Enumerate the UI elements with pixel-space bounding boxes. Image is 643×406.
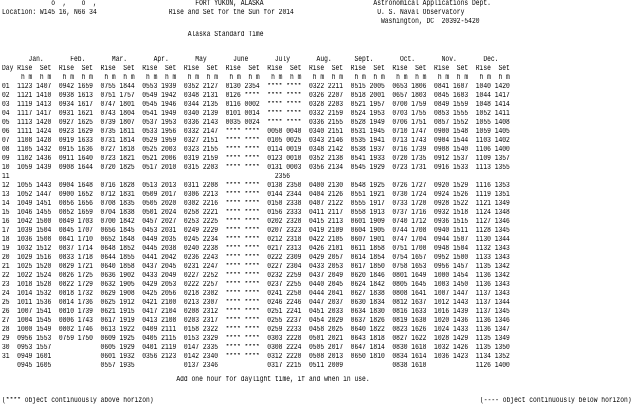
daylight-time-note: Add one hour for daylight time, if and when in use. — [2, 376, 370, 384]
table-row: 14 1049 1451 0856 1656 0708 1835 0505 2020 0302 2216 **** **** 0150 2338 0407 2122 0555 1917 0733 1720 0928 1522 1121 1349 — [2, 200, 510, 208]
table-row: 12 1055 1443 0904 1648 0716 1828 0513 2013 0311 2208 **** **** 0138 2350 0400 2130 0548 1925 0726 1727 0920 1529 1116 1353 — [2, 182, 510, 190]
table-row: 07 1108 1428 0919 1633 0731 1814 0529 1959 0327 2151 **** **** 0105 0025 0343 2146 0535 1941 0713 1743 0904 1544 1103 1402 — [2, 137, 510, 145]
table-row: 17 1039 1504 0845 1707 0656 1845 0453 2031 0249 2229 **** **** 0207 2323 0419 2109 0604 1905 0744 1708 0940 1511 1128 1345 — [2, 227, 510, 235]
header-coordinate-marks: o , o , FORT YUKON, ALASKA Astronomical Applications Dept. — [2, 0, 491, 8]
table-row: 10 1059 1439 0908 1644 0720 1825 0517 2010 0315 2203 **** **** 0131 0003 0356 2134 0545 1929 0723 1731 0916 1533 1113 1355 — [2, 164, 510, 172]
table-row: 15 1046 1455 0852 1659 0704 1838 0501 2024 0258 2221 **** **** 0156 2333 0411 2117 0558 1913 0737 1716 0932 1518 1124 1348 — [2, 209, 510, 217]
table-row: 24 1014 1532 0818 1732 0629 1908 0425 2056 0218 2302 **** **** 0241 2250 0444 2041 0627 1838 0808 1641 1007 1447 1137 1343 — [2, 290, 510, 298]
table-row: 16 1042 1500 0849 1703 0700 1842 0457 2027 0253 2225 **** **** 0202 2328 0415 2113 0601 1909 0740 1712 0936 1515 1127 1346 — [2, 218, 510, 226]
table-row: 08 1105 1432 0915 1636 0727 1818 0525 2003 0323 2155 **** **** 0114 0019 0348 2142 0538 1937 0716 1739 0908 1540 1106 1400 — [2, 146, 510, 154]
table-row: 03 1119 1413 0934 1617 0747 1801 0545 1946 0344 2135 0116 0002 **** **** 0328 2203 0521 1957 0700 1759 0849 1559 1048 1414 — [2, 101, 510, 109]
table-row: 29 0956 1553 0759 1750 0609 1925 0405 2115 0153 2329 **** **** 0303 2228 0501 2021 0643 1818 0827 1622 1028 1429 1135 1349 — [2, 335, 510, 343]
month-header-row: Jan. Feb. Mar. Apr. May June July Aug. Sept. Oct. Nov. Dec. — [2, 56, 499, 64]
table-row: 01 1123 1407 0942 1659 0755 1844 0553 1939 0352 2127 0130 2354 **** **** 0322 2211 0515 2005 0653 1806 0841 1607 1040 1420 — [2, 83, 510, 91]
header-address: Washington, DC 20392-5420 — [2, 18, 480, 26]
table-row: 09 1102 1436 0911 1640 0723 1821 0521 2006 0319 2159 **** **** 0123 0010 0352 2138 0541 1933 0720 1735 0912 1537 1109 1357 — [2, 155, 510, 163]
table-row: 0945 1605 0557 1935 0137 2346 0317 2215 0511 2009 0838 1610 1126 1400 — [2, 362, 510, 370]
table-row: 27 1004 1545 0806 1743 0617 1919 0413 2108 0203 2317 **** **** 0255 2237 0454 2029 0637 1826 0819 1630 1020 1436 1136 1346 — [2, 317, 510, 325]
table-row: 31 0949 1601 0601 1932 0356 2123 0142 2340 **** **** 0312 2220 0508 2013 0650 1810 0834 1614 1036 1423 1134 1352 — [2, 353, 510, 361]
table-row: 02 1121 1410 0938 1613 0751 1757 0549 1942 0348 2131 0126 **** **** **** 0326 2207 0518 2001 0657 1803 0845 1603 1044 1417 — [2, 92, 510, 100]
table-row: 23 1018 1528 0822 1729 0632 1905 0429 2053 0222 2257 **** **** 0237 2255 0440 2045 0624 1842 0805 1645 1003 1450 1136 1343 — [2, 281, 510, 289]
table-row: 05 1113 1420 0927 1625 0739 1807 0537 1953 0336 2143 0035 0024 **** **** 0336 2155 0528 1949 0706 1751 0857 1552 1055 1408 — [2, 119, 510, 127]
table-row: 28 1000 1549 0802 1746 0613 1922 0409 2111 0158 2322 **** **** 0259 2233 0458 2025 0640 1822 0823 1626 1024 1433 1136 1347 — [2, 326, 510, 334]
table-row: 04 1117 1417 0931 1621 0743 1804 0541 1949 0340 2139 0101 0014 **** **** 0332 2159 0524 1953 0703 1755 0853 1555 1052 1411 — [2, 110, 510, 118]
table-row: 26 1007 1541 0810 1739 0621 1915 0417 2104 0208 2312 **** **** 0251 2241 0451 2033 0634 1830 0816 1633 1016 1439 1137 1345 — [2, 308, 510, 316]
table-row: 13 1052 1447 0900 1652 0712 1831 0509 2017 0306 2213 **** **** 0144 2344 0404 2126 0551 1921 0730 1724 0924 1526 1119 1351 — [2, 191, 510, 199]
legend-above-horizon: (**** object continuously above horizon) — [2, 397, 154, 405]
header-location-title: Location: W145 16, N66 34 Rise and Set for the Sun for 2014 U. S. Naval Observatory — [2, 9, 465, 17]
legend-below-horizon: (---- object continuously below horizon) — [480, 397, 632, 405]
table-row: 11 2356 — [2, 173, 291, 181]
table-row: 18 1036 1508 0841 1710 0652 1848 0449 2035 0245 2234 **** **** 0212 2318 0422 2105 0607 1901 0747 1704 0944 1507 1130 1344 — [2, 236, 510, 244]
hour-minute-header-row: h m h m h m h m h m h m h m h m h m h m h m h m h m h m h m h m h m h m h m h m h m h m h m h m — [2, 74, 510, 82]
rise-set-header-row: Day Rise Set Rise Set Rise Set Rise Set Rise Set Rise Set Rise Set Rise Set Rise Set Rise Set Rise Set Rise Set — [2, 65, 510, 73]
timezone-label: Alaska Standard Time — [2, 31, 264, 39]
table-row: 22 1022 1524 0826 1725 0636 1902 0433 2049 0227 2252 **** **** 0232 2259 0437 2049 0620 1846 0801 1649 1000 1454 1136 1342 — [2, 272, 510, 280]
table-row: 20 1029 1516 0833 1718 0644 1855 0441 2042 0236 2243 **** **** 0222 2309 0429 2057 0614 1854 0754 1657 0952 1500 1133 1343 — [2, 254, 510, 262]
table-row: 06 1111 1424 0923 1629 0735 1811 0533 1956 0332 2147 **** **** 0050 0040 0340 2151 0531 1945 0710 1747 0900 1548 1059 1405 — [2, 128, 510, 136]
table-row: 25 1011 1536 0814 1736 0625 1912 0421 2100 0213 2307 **** **** 0246 2246 0447 2037 0630 1834 0812 1637 1012 1443 1137 1344 — [2, 299, 510, 307]
table-row: 30 0953 1557 0605 1929 0401 2119 0147 2335 **** **** 0308 2224 0505 2017 0647 1814 0830 1618 1032 1426 1135 1350 — [2, 344, 510, 352]
table-row: 19 1032 1512 0837 1714 0648 1852 0445 2038 0240 2238 **** **** 0217 2313 0426 2101 0611 1858 0751 1700 0948 1504 1132 1343 — [2, 245, 510, 253]
table-row: 21 1025 1520 0829 1721 0640 1858 0437 2045 0231 2247 **** **** 0227 2304 0433 2053 0617 1850 0758 1653 0956 1457 1135 1342 — [2, 263, 510, 271]
